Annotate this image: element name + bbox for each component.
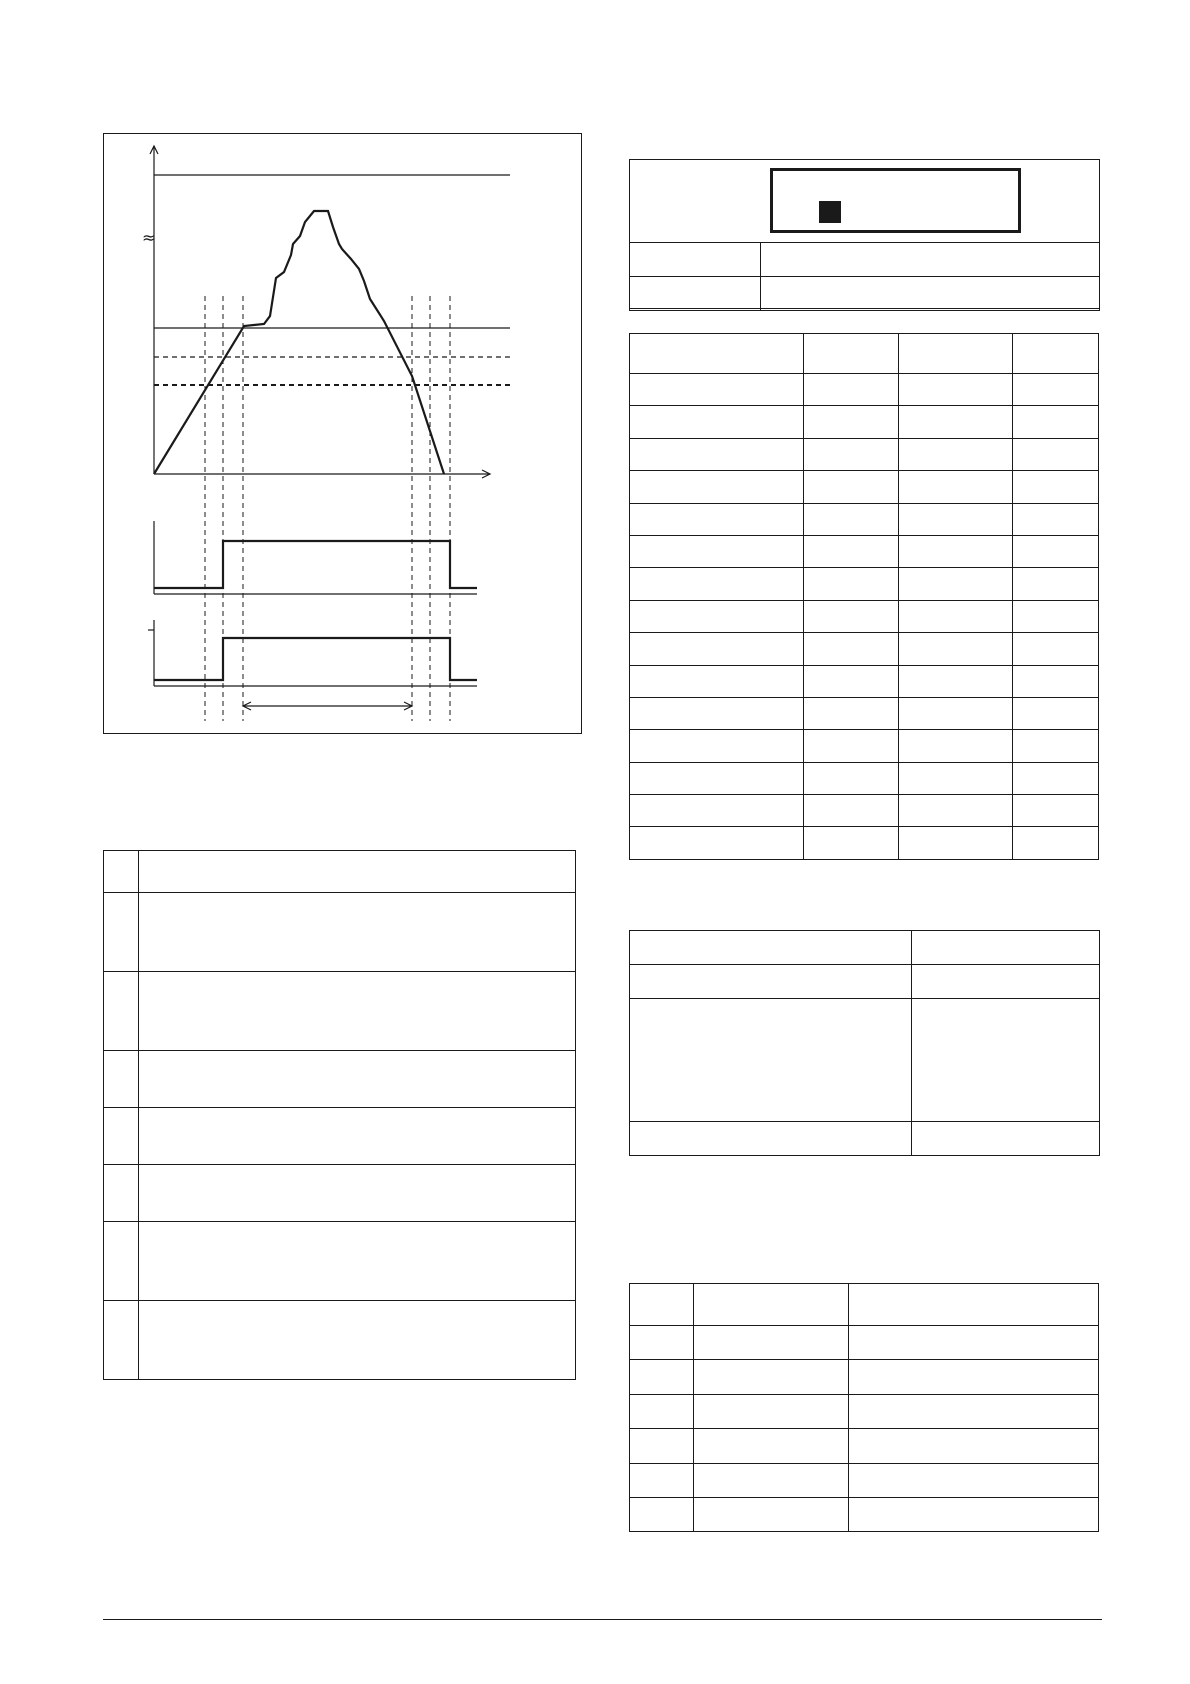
table-cell — [1013, 568, 1099, 600]
table-row — [630, 600, 1099, 632]
table-row — [104, 1301, 576, 1380]
table-row — [630, 762, 1099, 794]
table-row — [630, 243, 1100, 277]
table-cell — [1013, 827, 1099, 859]
table-cell — [1013, 697, 1099, 729]
table-cell — [1013, 535, 1099, 567]
legend-key-cell — [104, 1108, 139, 1165]
table-cell — [630, 406, 804, 438]
legend-key-cell — [104, 972, 139, 1051]
table-cell — [1013, 730, 1099, 762]
table-cell — [694, 1360, 849, 1394]
table-row — [630, 1429, 1099, 1463]
code-table — [629, 1283, 1099, 1532]
table-cell — [630, 1497, 694, 1531]
table-cell — [849, 1463, 1099, 1497]
table-cell — [899, 438, 1013, 470]
table-cell — [1013, 438, 1099, 470]
table-cell — [804, 697, 899, 729]
table-cell — [899, 697, 1013, 729]
footer-rule — [103, 1619, 1102, 1620]
legend-text-cell — [139, 972, 576, 1051]
table-cell — [630, 1326, 694, 1360]
setting-cell — [912, 965, 1100, 999]
header-cell — [849, 1284, 1099, 1326]
table-row — [630, 795, 1099, 827]
table-row — [104, 1222, 576, 1301]
table-row — [104, 1051, 576, 1108]
table-cell — [804, 633, 899, 665]
table-cell — [1013, 406, 1099, 438]
table-row — [630, 697, 1099, 729]
table-cell — [1013, 795, 1099, 827]
table-cell — [849, 1497, 1099, 1531]
table-cell — [630, 1360, 694, 1394]
display-row-label — [630, 243, 761, 277]
setting-cell — [912, 931, 1100, 965]
waveform-3-signal — [154, 638, 477, 680]
table-cell — [849, 1326, 1099, 1360]
header-cell — [899, 334, 1013, 374]
display-row-label — [630, 277, 761, 311]
legend-key-cell — [104, 1301, 139, 1380]
table-cell — [694, 1497, 849, 1531]
table-cell — [899, 762, 1013, 794]
table-cell — [899, 535, 1013, 567]
table-cell — [1013, 471, 1099, 503]
table-cell — [804, 406, 899, 438]
table-row — [630, 406, 1099, 438]
table-cell — [899, 730, 1013, 762]
setting-cell — [630, 931, 912, 965]
table-cell — [899, 600, 1013, 632]
table-row — [104, 1108, 576, 1165]
legend-key-cell — [104, 1222, 139, 1301]
table-cell — [899, 503, 1013, 535]
table-cell — [1013, 762, 1099, 794]
table-row — [104, 851, 576, 893]
header-cell — [694, 1284, 849, 1326]
timing-diagram — [104, 134, 583, 735]
table-row — [630, 1326, 1099, 1360]
table-row — [630, 931, 1100, 965]
table-header-row — [630, 334, 1099, 374]
display-row-value — [761, 277, 1100, 311]
table-row — [630, 1497, 1099, 1531]
table-cell — [804, 471, 899, 503]
setting-cell — [630, 1122, 912, 1156]
legend-key-cell — [104, 1165, 139, 1222]
table-cell — [899, 827, 1013, 859]
table-cell — [849, 1429, 1099, 1463]
table-cell — [630, 1463, 694, 1497]
setting-cell — [630, 965, 912, 999]
table-cell — [630, 438, 804, 470]
table-row — [630, 730, 1099, 762]
legend-text-cell — [139, 851, 576, 893]
header-cell — [630, 334, 804, 374]
table-row — [630, 503, 1099, 535]
header-cell — [1013, 334, 1099, 374]
table-row — [104, 893, 576, 972]
timing-figure-frame — [103, 133, 582, 734]
header-cell — [804, 334, 899, 374]
setting-cell — [630, 999, 912, 1122]
table-row — [630, 438, 1099, 470]
display-panel — [629, 159, 1100, 309]
table-cell — [630, 795, 804, 827]
table-cell — [804, 600, 899, 632]
table-cell — [804, 762, 899, 794]
setting-cell — [912, 1122, 1100, 1156]
legend-key-cell — [104, 851, 139, 893]
table-row — [630, 1394, 1099, 1428]
table-cell — [899, 795, 1013, 827]
table-cell — [694, 1326, 849, 1360]
signal-curve — [154, 211, 444, 474]
table-row — [104, 972, 576, 1051]
legend-key-cell — [104, 893, 139, 972]
table-cell — [804, 827, 899, 859]
table-cell — [630, 1394, 694, 1428]
table-row — [630, 999, 1100, 1122]
legend-key-cell — [104, 1051, 139, 1108]
table-cell — [804, 503, 899, 535]
table-row — [630, 471, 1099, 503]
header-cell — [630, 1284, 694, 1326]
table-cell — [849, 1360, 1099, 1394]
table-row — [630, 1463, 1099, 1497]
table-header-row — [630, 1284, 1099, 1326]
table-cell — [804, 535, 899, 567]
table-cell — [804, 665, 899, 697]
table-row — [630, 1122, 1100, 1156]
table-cell — [630, 1429, 694, 1463]
table-row — [630, 568, 1099, 600]
legend-text-cell — [139, 1222, 576, 1301]
filled-square-cursor-icon — [819, 201, 841, 223]
table-row — [630, 374, 1099, 406]
table-cell — [694, 1394, 849, 1428]
legend-text-cell — [139, 1165, 576, 1222]
table-cell — [630, 503, 804, 535]
table-cell — [630, 827, 804, 859]
legend-text-cell — [139, 1108, 576, 1165]
table-cell — [899, 374, 1013, 406]
axis-break-symbol: ≈ — [142, 228, 156, 247]
table-cell — [849, 1394, 1099, 1428]
table-cell — [1013, 503, 1099, 535]
waveform-2-signal — [154, 541, 477, 588]
setting-table — [629, 930, 1100, 1156]
table-cell — [899, 568, 1013, 600]
legend-text-cell — [139, 1051, 576, 1108]
table-cell — [630, 600, 804, 632]
table-cell — [630, 665, 804, 697]
table-cell — [804, 568, 899, 600]
table-row — [630, 965, 1100, 999]
table-cell — [804, 438, 899, 470]
table-cell — [1013, 374, 1099, 406]
table-cell — [1013, 665, 1099, 697]
table-cell — [630, 730, 804, 762]
table-row — [630, 633, 1099, 665]
table-cell — [630, 535, 804, 567]
table-cell — [899, 471, 1013, 503]
table-row — [630, 277, 1100, 311]
table-row — [630, 535, 1099, 567]
table-cell — [804, 374, 899, 406]
table-cell — [630, 633, 804, 665]
table-cell — [630, 697, 804, 729]
table-cell — [694, 1429, 849, 1463]
table-cell — [804, 730, 899, 762]
table-cell — [899, 665, 1013, 697]
table-row — [630, 1360, 1099, 1394]
table-cell — [899, 406, 1013, 438]
display-row-value — [761, 243, 1100, 277]
table-cell — [1013, 633, 1099, 665]
table-row — [630, 665, 1099, 697]
setting-cell — [912, 999, 1100, 1122]
table-cell — [630, 568, 804, 600]
display-panel-table — [629, 242, 1100, 311]
table-cell — [694, 1463, 849, 1497]
legend-text-cell — [139, 893, 576, 972]
table-cell — [899, 633, 1013, 665]
table-row — [104, 1165, 576, 1222]
table-cell — [804, 795, 899, 827]
table-cell — [1013, 600, 1099, 632]
table-cell — [630, 471, 804, 503]
display-screen — [770, 168, 1021, 233]
table-row — [630, 827, 1099, 859]
legend-table — [103, 850, 576, 1380]
table-cell — [630, 762, 804, 794]
table-cell — [630, 374, 804, 406]
parameter-table — [629, 333, 1099, 860]
legend-text-cell — [139, 1301, 576, 1380]
